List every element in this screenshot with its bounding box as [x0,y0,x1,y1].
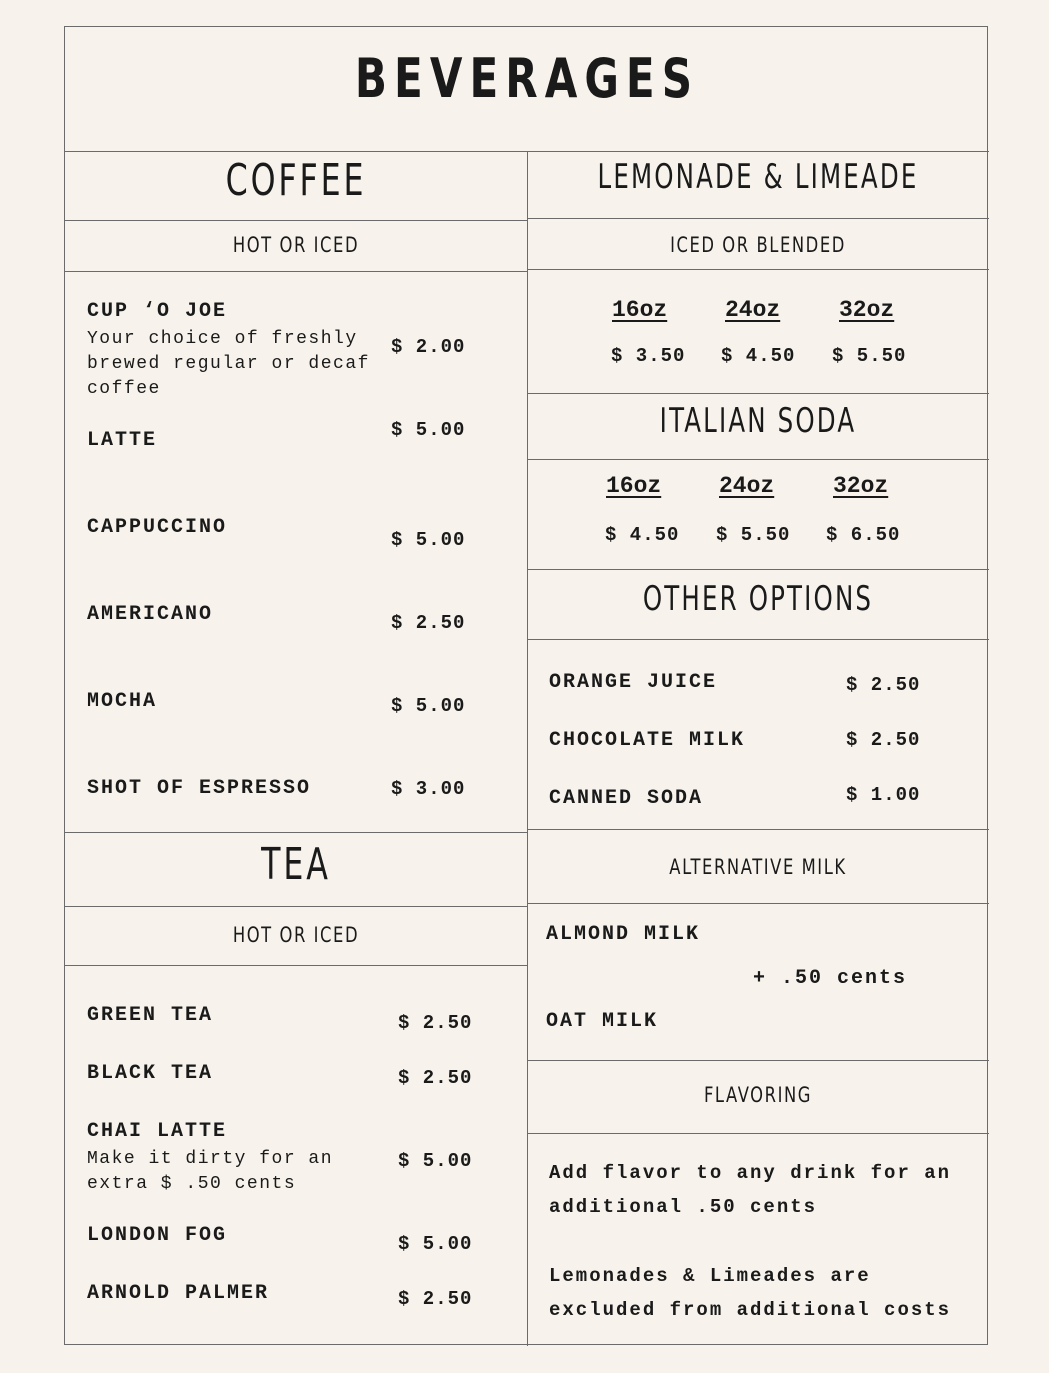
tea-item-name: GREEN TEA [87,1004,214,1027]
lemonade-price: $ 5.50 [832,345,907,367]
other-option-price: $ 1.00 [846,784,921,806]
coffee-heading: COFFEE [225,155,367,206]
divider-coffee-end [65,832,527,833]
other-options-heading: OTHER OPTIONS [642,579,874,619]
coffee-item-name: CUP ‘O JOE [87,300,228,323]
divider-flavor-heading [527,1133,989,1134]
divider-other-heading [527,639,989,640]
coffee-item-price: $ 2.50 [391,612,466,634]
divider-milk-end [527,1060,989,1061]
coffee-item-price: $ 5.00 [391,695,466,717]
tea-item-price: $ 2.50 [398,1288,473,1310]
coffee-item-description: Your choice of freshly brewed regular or decaf coffee [87,329,370,399]
italian-soda-size: 24oz [719,473,775,499]
coffee-item-name: LATTE [87,429,158,452]
alternative-milk-heading: ALTERNATIVE MILK [669,855,847,879]
other-option-price: $ 2.50 [846,674,921,696]
tea-heading: TEA [261,839,331,890]
other-option-name: CANNED SODA [549,787,704,810]
lemonade-price: $ 4.50 [721,345,796,367]
lemonade-subheading: ICED OR BLENDED [670,233,846,257]
divider-center [527,151,528,1346]
coffee-subheading: HOT OR ICED [232,233,360,257]
tea-item-price: $ 2.50 [398,1067,473,1089]
flavoring-note: Add flavor to any drink for an additional .50 cents [549,1162,952,1218]
tea-item-name: BLACK TEA [87,1062,214,1085]
coffee-item-name: CAPPUCCINO [87,516,228,539]
coffee-item-name: MOCHA [87,690,158,713]
divider-tea-heading [65,906,527,907]
italian-soda-price: $ 5.50 [716,524,791,546]
divider-tea-sub [65,965,527,966]
coffee-item-price: $ 2.00 [391,336,466,358]
tea-item-name: CHAI LATTE [87,1120,228,1143]
lemonade-price: $ 3.50 [611,345,686,367]
alternative-milk-item: ALMOND MILK [546,923,701,946]
alternative-milk-item: OAT MILK [546,1010,659,1033]
menu-title: BEVERAGES [354,47,700,110]
coffee-item-price: $ 3.00 [391,778,466,800]
divider-soda-end [527,569,989,570]
tea-item-price: $ 5.00 [398,1233,473,1255]
divider-lemonade-heading [527,218,989,219]
divider-milk-heading [527,903,989,904]
flavoring-exclusion-note: Lemonades & Limeades are excluded from additional costs [549,1265,952,1321]
coffee-item-name: AMERICANO [87,603,214,626]
tea-item-price: $ 5.00 [398,1150,473,1172]
italian-soda-size: 16oz [606,473,662,499]
italian-soda-size: 32oz [833,473,889,499]
tea-item-description: Make it dirty for an extra $ .50 cents [87,1149,334,1194]
other-option-name: ORANGE JUICE [549,671,718,694]
alternative-milk-price: + .50 cents [753,967,908,990]
tea-item-name: ARNOLD PALMER [87,1282,270,1305]
divider-soda-heading [527,459,989,460]
lemonade-heading: LEMONADE & LIMEADE [597,157,919,197]
divider-coffee-sub [65,271,527,272]
menu-board [64,26,988,1345]
tea-subheading: HOT OR ICED [232,923,360,947]
tea-item-price: $ 2.50 [398,1012,473,1034]
divider-lemonade-end [527,393,989,394]
italian-soda-heading: ITALIAN SODA [659,401,857,441]
coffee-item-price: $ 5.00 [391,529,466,551]
flavoring-heading: FLAVORING [703,1083,813,1107]
divider-lemonade-sub [527,269,989,270]
lemonade-size: 16oz [612,297,668,323]
lemonade-size: 24oz [725,297,781,323]
coffee-item-price: $ 5.00 [391,419,466,441]
tea-item-name: LONDON FOG [87,1224,228,1247]
other-option-price: $ 2.50 [846,729,921,751]
divider-coffee-heading [65,220,527,221]
lemonade-size: 32oz [839,297,895,323]
coffee-item-name: SHOT OF ESPRESSO [87,777,312,800]
italian-soda-price: $ 6.50 [826,524,901,546]
italian-soda-price: $ 4.50 [605,524,680,546]
divider-other-end [527,829,989,830]
other-option-name: CHOCOLATE MILK [549,729,746,752]
